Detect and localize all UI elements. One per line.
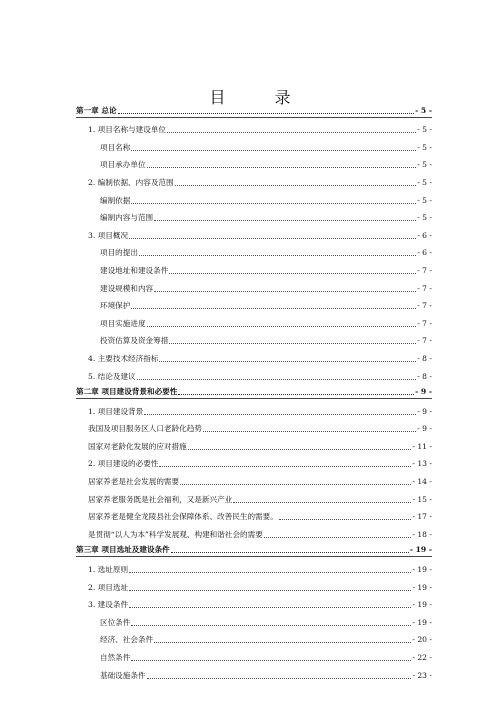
toc-entry-page: - 6 - bbox=[417, 248, 432, 258]
toc-entry-title: 2. 项目选址 bbox=[88, 582, 129, 592]
toc-entry-title: 1. 选址原则 bbox=[88, 565, 129, 575]
toc-entry[interactable] bbox=[76, 258, 432, 276]
toc-entry[interactable] bbox=[76, 276, 432, 294]
toc-leader-dots bbox=[137, 379, 417, 380]
toc-leader-dots bbox=[131, 308, 416, 309]
toc-entry-title: 自然条件 bbox=[100, 653, 131, 662]
toc-entry-page: - 9 - bbox=[417, 406, 432, 416]
toc-entry-title: 居家养老是社会发展的需要 bbox=[88, 477, 180, 487]
toc-entry-page: - 9 - bbox=[415, 387, 432, 397]
toc-entry-title: 项目的提出 bbox=[100, 248, 138, 258]
toc-entry-page: - 9 - bbox=[417, 424, 432, 434]
toc-entry[interactable] bbox=[76, 346, 432, 364]
toc-entry[interactable] bbox=[76, 522, 432, 540]
toc-entry-page: - 23 - bbox=[412, 670, 432, 680]
toc-entry-page: - 5 - bbox=[415, 105, 432, 115]
toc-entry[interactable] bbox=[76, 118, 432, 136]
toc-entry-page: - 8 - bbox=[417, 353, 432, 363]
toc-entry-page: - 7 - bbox=[417, 283, 432, 293]
toc-entry-title: 我国及项目服务区人口老龄化趋势 bbox=[88, 424, 202, 434]
toc-entry-title: 项目名称 bbox=[100, 142, 131, 152]
toc-entry[interactable] bbox=[76, 241, 432, 259]
toc-entry[interactable] bbox=[76, 575, 432, 593]
toc-entry[interactable] bbox=[76, 505, 432, 523]
toc-entry[interactable] bbox=[76, 663, 432, 681]
toc-entry-page: - 19 - bbox=[409, 545, 432, 555]
toc-entry-title: 居家养老服务既是社会福利，又是新兴产业 bbox=[88, 494, 233, 504]
toc-entry-title: 环境保护 bbox=[100, 301, 131, 311]
toc-leader-dots bbox=[129, 590, 411, 591]
toc-entry-title: 5. 结论及建议 bbox=[88, 371, 136, 381]
toc-leader-dots bbox=[169, 343, 416, 344]
toc-leader-dots bbox=[264, 537, 412, 538]
toc-entry-title: 是贯彻“以人为本”科学发展观、构建和谐社会的需要 bbox=[88, 529, 263, 539]
toc-entry-page: - 18 - bbox=[412, 529, 432, 539]
toc-entry-page: - 17 - bbox=[412, 512, 432, 522]
toc-entry-title: 1. 项目名称与建设单位 bbox=[88, 125, 167, 135]
toc-entry-title: 3. 项目概况 bbox=[88, 230, 129, 240]
toc-leader-dots bbox=[159, 361, 416, 362]
toc-leader-dots bbox=[180, 484, 411, 485]
toc-leader-dots bbox=[144, 414, 416, 415]
toc-entry-title: 第三章 项目选址及建设条件 bbox=[76, 545, 170, 555]
toc-entry[interactable] bbox=[76, 628, 432, 646]
toc-entry[interactable] bbox=[76, 135, 432, 153]
toc-entry-page: - 7 - bbox=[417, 265, 432, 275]
toc-entry[interactable] bbox=[76, 593, 432, 611]
toc-leader-dots bbox=[118, 113, 415, 114]
toc-entry[interactable] bbox=[76, 206, 432, 224]
toc-entry-page: - 8 - bbox=[417, 371, 432, 381]
toc-entry-title: 居家养老是健全龙陵县社会保障体系、改善民生的需要。 bbox=[88, 512, 278, 522]
toc-leader-dots bbox=[147, 678, 412, 679]
toc-leader-dots bbox=[129, 238, 416, 239]
toc-entry-page: - 19 - bbox=[412, 582, 432, 592]
toc-entry-page: - 5 - bbox=[417, 213, 432, 223]
toc-chapter-entry[interactable] bbox=[76, 100, 432, 118]
toc-entry[interactable] bbox=[76, 645, 432, 663]
toc-entry-page: - 6 - bbox=[417, 230, 432, 240]
toc-entry[interactable] bbox=[76, 417, 432, 435]
toc-entry-title: 建设地址和建设条件 bbox=[100, 265, 169, 275]
toc-leader-dots bbox=[154, 220, 416, 221]
toc-leader-dots bbox=[139, 255, 416, 256]
toc-leader-dots bbox=[169, 273, 416, 274]
toc-entry-title: 2. 编制依据、内容及范围 bbox=[88, 177, 174, 187]
toc-entry-title: 第二章 项目建设背景和必要性 bbox=[76, 387, 178, 397]
toc-entry-title: 投资估算及资金筹措 bbox=[100, 336, 169, 346]
table-of-contents bbox=[76, 100, 432, 681]
toc-entry[interactable] bbox=[76, 294, 432, 312]
toc-entry-title: 经济、社会条件 bbox=[100, 635, 154, 645]
toc-entry-page: - 5 - bbox=[417, 142, 432, 152]
toc-leader-dots bbox=[159, 466, 411, 467]
toc-leader-dots bbox=[171, 552, 409, 553]
toc-chapter-entry[interactable] bbox=[76, 540, 432, 558]
toc-leader-dots bbox=[131, 660, 411, 661]
toc-leader-dots bbox=[175, 185, 417, 186]
toc-entry-title: 项目实施进度 bbox=[100, 318, 146, 328]
toc-entry[interactable] bbox=[76, 452, 432, 470]
toc-entry-page: - 19 - bbox=[412, 600, 432, 610]
toc-leader-dots bbox=[147, 326, 417, 327]
toc-entry-title: 第一章 总论 bbox=[76, 105, 117, 115]
toc-entry-page: - 13 - bbox=[412, 459, 432, 469]
toc-chapter-entry[interactable] bbox=[76, 382, 432, 400]
toc-entry[interactable] bbox=[76, 434, 432, 452]
toc-entry[interactable] bbox=[76, 188, 432, 206]
toc-entry[interactable] bbox=[76, 153, 432, 171]
toc-entry-page: - 5 - bbox=[417, 177, 432, 187]
toc-entry-page: - 19 - bbox=[412, 617, 432, 627]
toc-entry[interactable] bbox=[76, 469, 432, 487]
toc-entry-title: 基础设施条件 bbox=[100, 670, 146, 680]
toc-leader-dots bbox=[154, 642, 411, 643]
toc-leader-dots bbox=[178, 394, 414, 395]
toc-leader-dots bbox=[203, 431, 416, 432]
toc-entry-page: - 7 - bbox=[417, 336, 432, 346]
toc-entry-page: - 5 - bbox=[417, 125, 432, 135]
toc-entry-page: - 11 - bbox=[412, 441, 432, 451]
toc-entry-title: 1. 项目建设背景 bbox=[88, 406, 144, 416]
toc-entry-page: - 22 - bbox=[412, 653, 432, 662]
toc-entry[interactable] bbox=[76, 487, 432, 505]
toc-leader-dots bbox=[131, 203, 416, 204]
page-title: 目 录 bbox=[209, 87, 313, 107]
toc-leader-dots bbox=[167, 132, 416, 133]
toc-leader-dots bbox=[188, 449, 412, 450]
toc-leader-dots bbox=[154, 291, 416, 292]
toc-entry-title: 区位条件 bbox=[100, 617, 131, 627]
toc-entry[interactable] bbox=[76, 311, 432, 329]
toc-entry-title: 4. 主要技术经济指标 bbox=[88, 353, 159, 363]
toc-entry-page: - 20 - bbox=[412, 635, 432, 645]
toc-entry-title: 2. 项目建设的必要性 bbox=[88, 459, 159, 469]
toc-entry-title: 国家对老龄化发展的应对措施 bbox=[88, 441, 187, 451]
toc-entry[interactable] bbox=[76, 610, 432, 628]
toc-leader-dots bbox=[131, 150, 416, 151]
toc-entry-page: - 7 - bbox=[417, 318, 432, 328]
toc-entry-page: - 5 - bbox=[417, 195, 432, 205]
toc-leader-dots bbox=[131, 625, 411, 626]
toc-entry-page: - 14 - bbox=[412, 477, 432, 487]
toc-entry[interactable] bbox=[76, 399, 432, 417]
toc-entry-title: 3. 建设条件 bbox=[88, 600, 129, 610]
toc-entry[interactable] bbox=[76, 170, 432, 188]
toc-entry-title: 项目承办单位 bbox=[100, 160, 146, 170]
toc-entry[interactable] bbox=[76, 364, 432, 382]
toc-entry-title: 编制内容与范围 bbox=[100, 213, 154, 223]
toc-entry-page: - 19 - bbox=[412, 565, 432, 575]
toc-entry-page: - 7 - bbox=[417, 301, 432, 311]
toc-leader-dots bbox=[279, 519, 412, 520]
toc-entry[interactable] bbox=[76, 557, 432, 575]
toc-entry[interactable] bbox=[76, 329, 432, 347]
toc-leader-dots bbox=[147, 167, 417, 168]
toc-entry-title: 编制依据 bbox=[100, 195, 131, 205]
toc-leader-dots bbox=[129, 572, 411, 573]
toc-leader-dots bbox=[233, 502, 411, 503]
toc-entry-title: 建设规模和内容 bbox=[100, 283, 154, 293]
toc-entry[interactable] bbox=[76, 223, 432, 241]
toc-entry-page: - 15 - bbox=[412, 494, 432, 504]
toc-entry-page: - 5 - bbox=[417, 160, 432, 170]
toc-leader-dots bbox=[129, 607, 411, 608]
